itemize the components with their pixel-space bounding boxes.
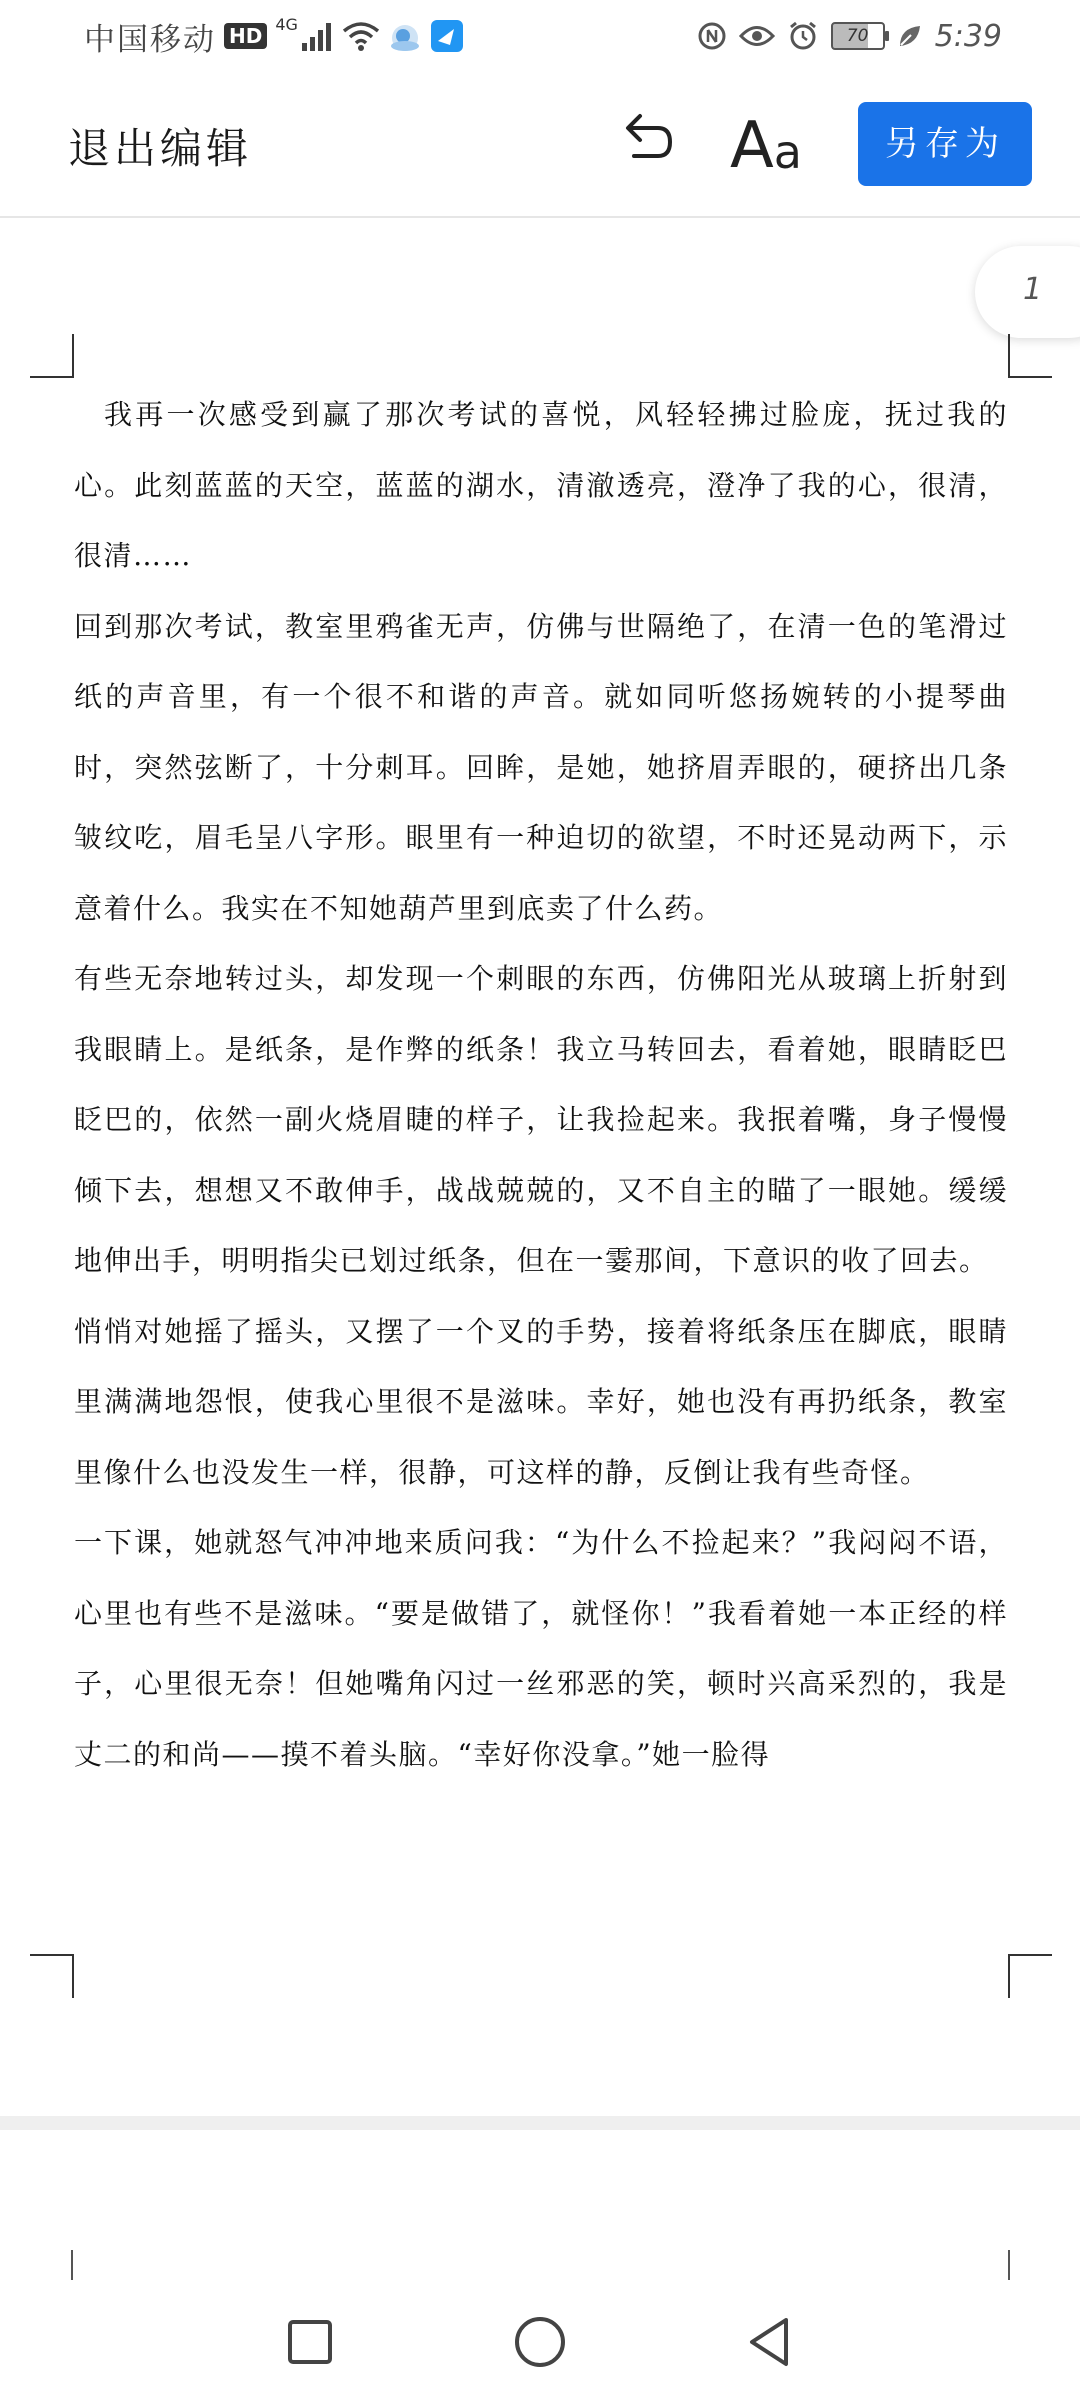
- editor-toolbar: [0, 70, 1080, 218]
- font-icon-small-letter: a: [773, 125, 802, 179]
- page-corner-mark: [1008, 334, 1052, 378]
- signal-icon: [300, 21, 334, 51]
- status-left: [84, 14, 464, 58]
- document-paragraph[interactable]: 回到那次考试，教室里鸦雀无声，仿佛与世隔绝了，在清一色的笔滑过纸的声音里，有一个很不和谐的声音。就如同听悠扬婉转的小提琴曲时，突然弦断了，十分刺耳。回眸，是她，她挤眉弄眼的，硬挤出几条皱纹吃，眉毛呈八字形。眼里有一种迫切的欲望，不时还晃动两下，示意着什么。我实在不知她葫芦里到底卖了什么药。: [74, 609, 1008, 925]
- save-as-button[interactable]: 另存为: [858, 102, 1032, 186]
- document-paragraph[interactable]: 有些无奈地转过头，却发现一个刺眼的东西，仿佛阳光从玻璃上折射到我眼睛上。是纸条，是作弊的纸条！我立马转回去，看着她，眼睛眨巴眨巴的，依然一副火烧眉睫的样子，让我捡起来。我抿着嘴，身子慢慢倾下去，想想又不敢伸手，战战兢兢的，又不自主的瞄了一眼她。缓缓地伸出手，明明指尖已划过纸条，但在一霎那间，下意识的收了回去。: [74, 962, 1008, 1277]
- page-corner-mark: [1008, 1954, 1052, 1998]
- wifi-icon: [342, 21, 380, 51]
- hd-badge: HD: [224, 23, 267, 49]
- font-icon-big-letter: A: [730, 109, 774, 183]
- network-type: 4G: [275, 14, 298, 34]
- clock: 5:39: [934, 18, 1002, 54]
- document-paragraph[interactable]: 悄悄对她摇了摇头，又摆了一个叉的手势，接着将纸条压在脚底，眼睛里满满地怨恨，使我心里很不是滋味。幸好，她也没有再扔纸条，教室里像什么也没发生一样，很静，可这样的静，反倒让我有些奇怪。: [74, 1314, 1008, 1489]
- document-paragraph[interactable]: 一下课，她就怒气冲冲地来质问我：“为什么不捡起来？”我闷闷不语，心里也有些不是滋味。“要是做错了，就怪你！”我看着她一本正经的样子，心里很无奈！但她嘴角闪过一丝邪恶的笑，顿时兴高采烈的，我是丈二的和尚——摸不着头脑。“幸好你没拿。”她一脸得: [74, 1526, 1008, 1771]
- status-bar: [0, 0, 1080, 70]
- page-number: 1: [1023, 272, 1043, 307]
- carrier-name: 中国移动: [84, 21, 216, 58]
- page-corner-mark: [1008, 2250, 1010, 2280]
- undo-icon[interactable]: [612, 104, 676, 168]
- document-body[interactable]: [74, 380, 1008, 1790]
- alarm-icon: [787, 20, 819, 52]
- app-notification-icon: [430, 19, 464, 53]
- font-style-button[interactable]: [730, 98, 802, 183]
- page-corner-mark: [71, 2250, 73, 2280]
- home-circle-icon[interactable]: [510, 2312, 570, 2372]
- nfc-icon: [697, 21, 727, 51]
- eye-comfort-icon: [739, 23, 775, 49]
- status-right: [697, 14, 1002, 58]
- back-triangle-icon[interactable]: [740, 2312, 800, 2372]
- page-separator: [0, 2116, 1080, 2130]
- page-number-indicator[interactable]: [975, 246, 1080, 338]
- system-navigation-bar: [0, 2290, 1080, 2400]
- page-corner-mark: [30, 1954, 74, 1998]
- app-notification-icon: [388, 19, 422, 53]
- document-paragraph[interactable]: 我再一次感受到赢了那次考试的喜悦，风轻轻拂过脸庞，抚过我的心。此刻蓝蓝的天空，蓝蓝的湖水，清澈透亮，澄净了我的心，很清，很清……: [74, 398, 1008, 572]
- page-corner-mark: [30, 334, 74, 378]
- leaf-icon: [897, 23, 923, 49]
- recents-square-icon[interactable]: [280, 2312, 340, 2372]
- battery-icon: [831, 22, 885, 50]
- exit-edit-button[interactable]: 退出编辑: [68, 124, 253, 173]
- battery-level: 70: [846, 26, 869, 46]
